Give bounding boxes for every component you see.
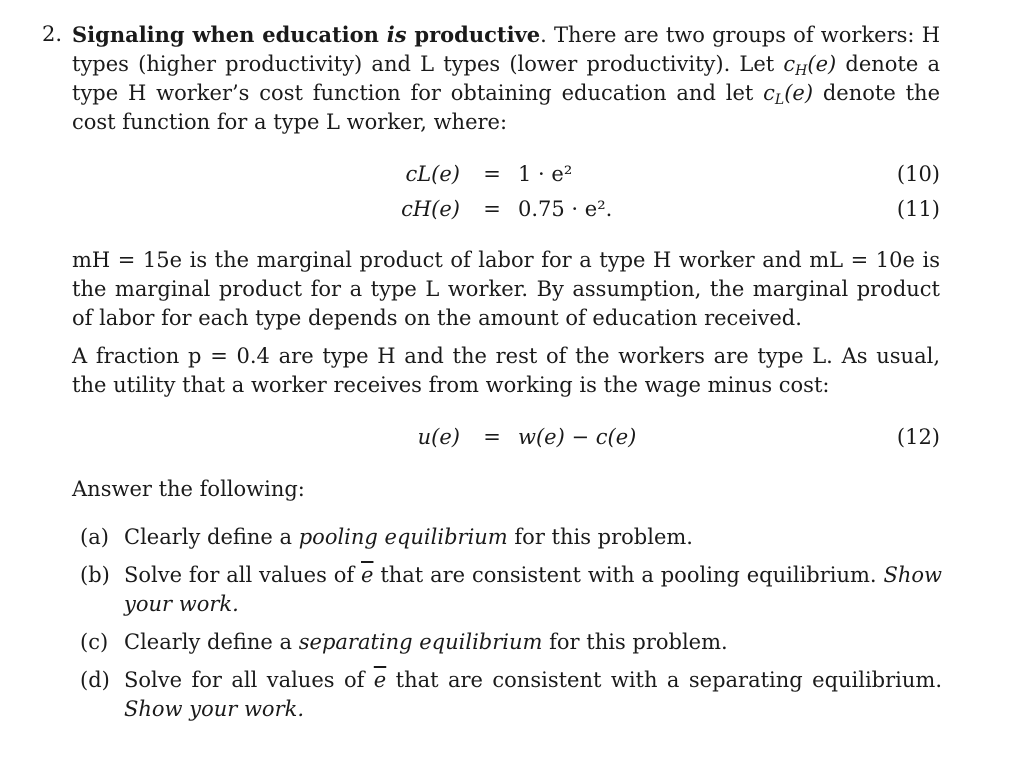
part-d: [80, 666, 942, 724]
intro-text-3: denote the cost function for a type L worker, where:: [72, 81, 940, 134]
cost-h-symbol: c: [783, 52, 796, 76]
problem-title: Signaling when education: [72, 22, 387, 47]
part-a-emph: pooling equilibrium: [298, 525, 508, 549]
equation-12-rhs: w(e) − c(e): [518, 425, 637, 449]
part-d-ebar: $\overline{e}$: [373, 668, 387, 692]
equation-11-rhs: 0.75 · e².: [518, 197, 613, 221]
fraction-paragraph: A fraction p = 0.4 are type H and the rest of the workers are type L. As usual, the utility that a worker receives from working is the wage minus cost:: [72, 344, 940, 397]
part-d-text-2: that are consistent with a separating equilibrium.: [386, 668, 942, 692]
part-c: [80, 628, 942, 657]
part-b: [80, 561, 942, 619]
part-b-text-1: Solve for all values of: [124, 563, 362, 587]
part-a-text-1: Clearly define a: [124, 525, 299, 549]
part-d-text: [124, 666, 942, 724]
equation-10-tag: (10): [896, 162, 940, 186]
cost-l-arg: (e): [784, 81, 814, 105]
equation-10-equals: =: [483, 162, 501, 186]
equation-12-lhs: u(e): [417, 425, 460, 449]
equation-12-equals: =: [483, 425, 501, 449]
answer-heading: Answer the following:: [72, 477, 305, 501]
part-a: [80, 523, 942, 552]
part-a-label: (a): [80, 525, 109, 549]
cost-h-arg: (e): [807, 52, 837, 76]
equation-11-lhs: cH(e): [401, 197, 460, 221]
part-c-text-2: for this problem.: [542, 630, 728, 654]
problem-title-emph: is: [386, 22, 407, 47]
problem-number: 2.: [42, 22, 63, 46]
equation-10-rhs: 1 · e²: [518, 162, 573, 186]
problem-intro: [72, 20, 940, 137]
part-b-text-2: that are consistent with a pooling equilibrium.: [373, 563, 884, 587]
part-b-label: (b): [80, 563, 110, 587]
part-c-label: (c): [80, 630, 109, 654]
part-c-text: [124, 628, 942, 657]
equation-11-equals: =: [483, 197, 501, 221]
part-d-emph-end: Show your work.: [124, 697, 305, 721]
part-a-text: [124, 523, 942, 552]
cost-l-subscript: L: [774, 92, 785, 108]
part-c-emph: separating equilibrium: [298, 630, 543, 654]
intro-text-2: denote a type H worker’s cost function for obtaining education and let: [72, 52, 940, 105]
part-b-text: [124, 561, 942, 619]
equation-10-lhs: cL(e): [405, 162, 460, 186]
equation-12-tag: (12): [896, 425, 940, 449]
part-b-emph-end: Show your work.: [124, 563, 942, 616]
part-a-text-2: for this problem.: [507, 525, 693, 549]
cost-h-subscript: H: [795, 63, 808, 79]
part-d-text-1: Solve for all values of: [124, 668, 374, 692]
part-b-ebar: $\overline{e}$: [361, 563, 374, 587]
problem-title-end: productive: [406, 22, 541, 47]
cost-l-symbol: c: [763, 81, 775, 105]
part-c-text-1: Clearly define a: [124, 630, 299, 654]
marginal-product-paragraph: mH = 15e is the marginal product of labor for a type H worker and mL = 10e is the marginal product for a type L worker. By assumption, the marginal product of labor for each type depends on the amount of education received.: [72, 248, 940, 330]
intro-text-1: . There are two groups of workers: H types (higher productivity) and L types (lower productivity). Let: [72, 23, 941, 76]
equation-11-tag: (11): [896, 197, 940, 221]
part-d-label: (d): [80, 668, 110, 692]
